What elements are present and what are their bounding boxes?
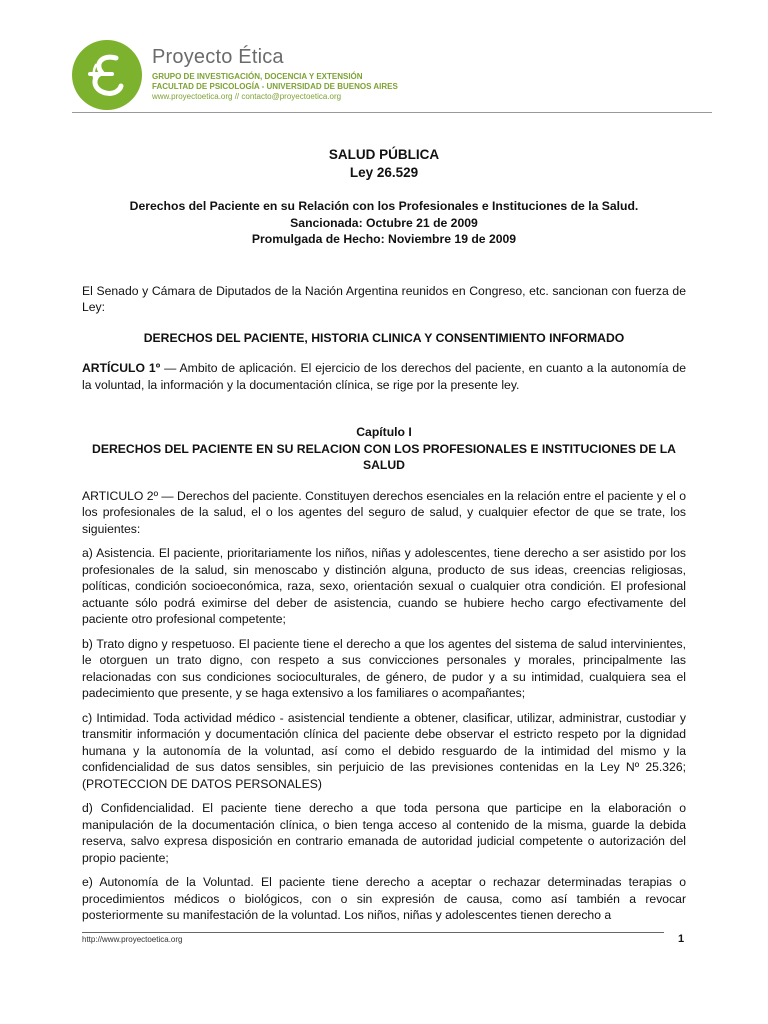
law-subject: Derechos del Paciente en su Relación con los Profesionales e Instituciones de la Salud. — [129, 199, 639, 213]
chapter-label: Capítulo I — [356, 425, 412, 439]
letterhead — [72, 40, 712, 112]
footer-divider — [82, 932, 664, 933]
item-c-intimidad: c) Intimidad. Toda actividad médico - asistencial tendiente a obtener, clasificar, utilizar, administrar, custodiar y transmitir información y documentación clínica del paciente debe observar el estricto respeto por la dignidad humana y la autonomía de la voluntad, así como el debido resguardo de la intimidad del mismo y la confidencialidad de sus datos sensibles, sin perjuicio de las previsiones contenidas en la Ley Nº 25.326; (PROTECCION DE DATOS PERSONALES) — [82, 710, 686, 791]
footer-url[interactable]: http://www.proyectoetica.org — [82, 935, 183, 944]
item-b-trato-digno: b) Trato digno y respetuoso. El paciente tiene el derecho a que los agentes del sistema de salud intervinientes, le otorguen un trato digno, con respeto a sus convicciones personales y morales, principalmente las relacionadas con sus condiciones socioculturales, de género, de pudor y a su intimidad, cualquiera sea el padecimiento que presente, y se haga extensivo a los familiares o acompañantes; — [82, 636, 686, 700]
brand-name: Proyecto Ética — [152, 46, 284, 68]
chapter-title: DERECHOS DEL PACIENTE EN SU RELACION CON LOS PROFESIONALES E INSTITUCIONES DE LA SALUD — [92, 441, 676, 472]
article-2: ARTICULO 2º — Derechos del paciente. Constituyen derechos esenciales en la relación entre el paciente y el o los profesionales de la salud, el o los agentes del seguro de salud, y cualquier efector de que se trate, los siguientes: — [82, 488, 686, 536]
article-1 — [82, 360, 686, 393]
intro-paragraph: El Senado y Cámara de Diputados de la Nación Argentina reunidos en Congreso, etc. sancionan con fuerza de Ley: — [82, 283, 686, 314]
brand-faculty-line: FACULTAD DE PSICOLOGÍA - UNIVERSIDAD DE BUENOS AIRES — [152, 82, 398, 91]
brand-contact-line[interactable]: www.proyectoetica.org // contacto@proyectoetica.org — [152, 92, 342, 101]
item-d-confidencialidad: d) Confidencialidad. El paciente tiene derecho a que toda persona que participe en la elaboración o manipulación de la documentación clínica, o bien tenga acceso al contenido de la misma, guarde la debida reserva, salvo expresa disposición en contrario emanada de autoridad judicial competente o autorización del propio paciente; — [82, 801, 686, 865]
law-number: Ley 26.529 — [349, 165, 419, 180]
proyecto-etica-logo — [72, 40, 142, 110]
section-heading: DERECHOS DEL PACIENTE, HISTORIA CLINICA Y CONSENTIMIENTO INFORMADO — [143, 330, 625, 345]
header-divider — [72, 112, 712, 113]
brand-block — [152, 46, 398, 102]
article-1-text: — Ambito de aplicación. El ejercicio de los derechos del paciente, en cuanto a la autonomía de la voluntad, la información y la documentación clínica, se rige por la presente ley. — [82, 361, 686, 392]
article-1-label: ARTÍCULO 1º — [82, 361, 161, 375]
item-e-autonomia: e) Autonomía de la Voluntad. El paciente tiene derecho a aceptar o rechazar determinadas terapias o procedimientos médicos o biológicos, con o sin expresión de causa, como así también a revocar posteriormente su manifestación de la voluntad. Los niños, niñas y adolescentes tienen derecho a — [82, 875, 686, 922]
brand-group-line: GRUPO DE INVESTIGACIÓN, DOCENCIA Y EXTENSIÓN — [152, 72, 363, 81]
document-body — [82, 146, 686, 924]
document-title-block — [82, 146, 686, 182]
promulgation-date: Promulgada de Hecho: Noviembre 19 de 2009 — [251, 232, 517, 246]
item-a-asistencia: a) Asistencia. El paciente, prioritariamente los niños, niñas y adolescentes, tiene derecho a ser asistido por los profesionales de la salud, sin menoscabo y distinción alguna, producto de sus ideas, creencias religiosas, políticas, condición socioeconómica, raza, sexo, orientación sexual o cualquier otra condición. El profesional actuante sólo podrá eximirse del deber de asistencia, cuando se hubiere hecho cargo efectivamente del paciente otro profesional competente; — [82, 546, 686, 626]
sanction-date: Sancionada: Octubre 21 de 2009 — [290, 215, 478, 230]
document-title: SALUD PÚBLICA — [328, 147, 440, 162]
page-number: 1 — [678, 933, 685, 945]
